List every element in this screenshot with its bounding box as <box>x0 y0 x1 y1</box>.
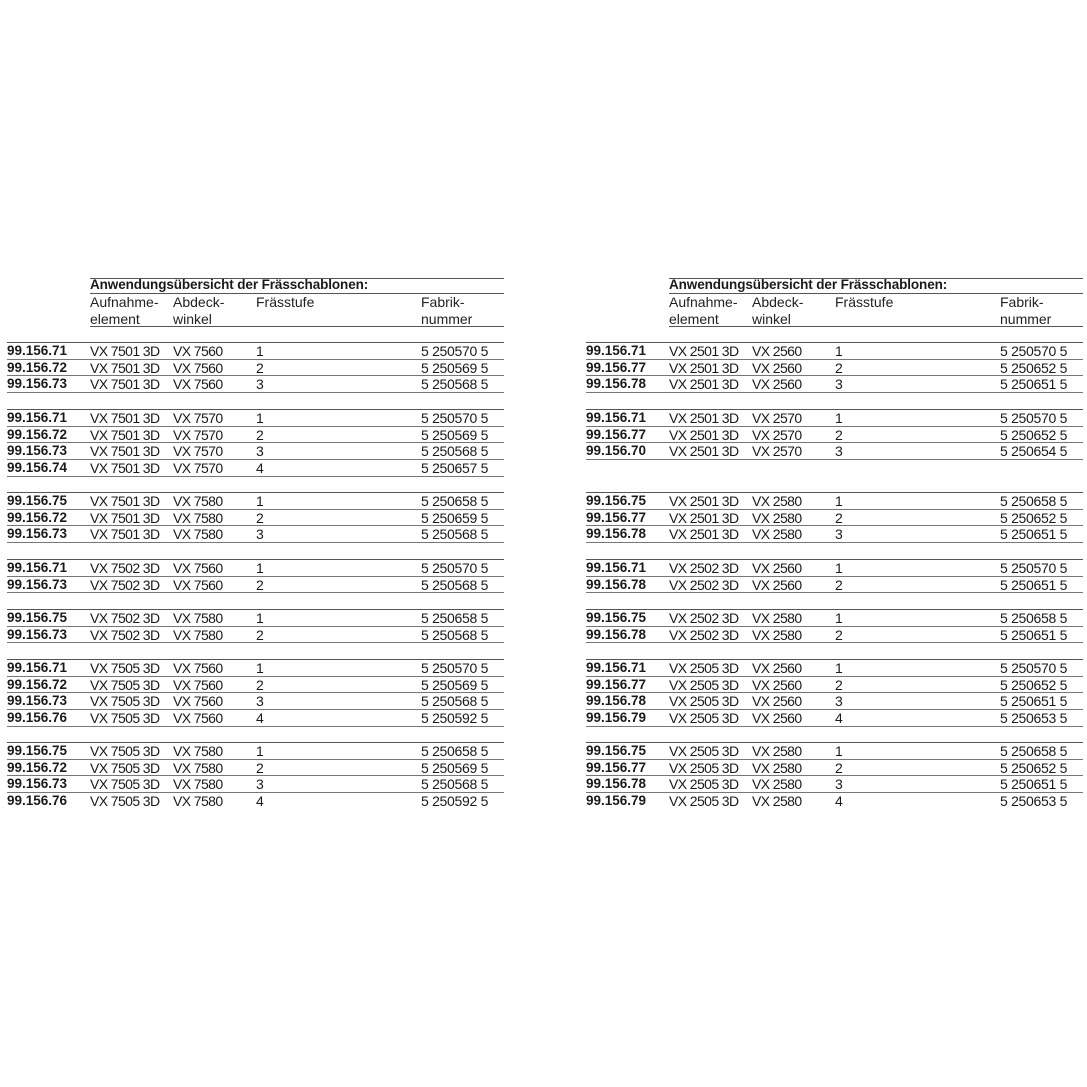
header-line: winkel <box>752 311 791 327</box>
fabriknummer-cell: 5 250657 5 <box>421 460 489 477</box>
table-row <box>0 493 504 510</box>
row-rule <box>586 392 1083 393</box>
fabriknummer-cell: 5 250569 5 <box>421 359 489 376</box>
fraesstufe-cell: 3 <box>835 526 843 543</box>
fraesstufe-cell: 3 <box>835 693 843 710</box>
article-number: 99.156.73 <box>7 526 68 542</box>
abdeckwinkel-cell: VX 2570 <box>752 426 802 443</box>
header-line: element <box>90 311 140 327</box>
aufnahmeelement-cell: VX 2505 3D <box>669 743 739 759</box>
fabriknummer-cell: 5 250658 5 <box>1000 743 1068 759</box>
article-number: 99.156.71 <box>586 660 647 675</box>
table-row <box>0 343 504 360</box>
fabriknummer-cell: 5 250568 5 <box>421 443 489 460</box>
header-line: Abdeck- <box>752 294 804 310</box>
aufnahmeelement-cell: VX 7502 3D <box>90 560 160 576</box>
aufnahmeelement-cell: VX 2501 3D <box>669 443 739 460</box>
fabriknummer-cell: 5 250654 5 <box>1000 443 1068 460</box>
fraesstufe-cell: 3 <box>835 443 843 460</box>
aufnahmeelement-cell: VX 7501 3D <box>90 443 160 460</box>
aufnahmeelement-cell: VX 2501 3D <box>669 410 739 426</box>
fabriknummer-cell: 5 250568 5 <box>421 526 489 543</box>
table-row <box>0 427 504 444</box>
article-number: 99.156.72 <box>7 359 68 375</box>
abdeckwinkel-cell: VX 2580 <box>752 526 802 543</box>
aufnahmeelement-cell: VX 2501 3D <box>669 526 739 543</box>
aufnahmeelement-cell: VX 7502 3D <box>90 626 160 643</box>
header-line: Aufnahme- <box>669 294 738 310</box>
fabriknummer-cell: 5 250570 5 <box>1000 660 1068 676</box>
aufnahmeelement-cell: VX 7501 3D <box>90 410 160 426</box>
fabriknummer-cell: 5 250652 5 <box>1000 676 1068 693</box>
article-number: 99.156.76 <box>7 793 68 809</box>
fabriknummer-cell: 5 250652 5 <box>1000 759 1068 776</box>
fraesstufe-cell: 4 <box>835 710 843 727</box>
fraesstufe-cell: 1 <box>256 660 264 676</box>
table-row <box>0 376 504 393</box>
fraesstufe-cell: 3 <box>256 376 264 393</box>
abdeckwinkel-cell: VX 7580 <box>173 759 223 776</box>
fraesstufe-cell: 1 <box>256 743 264 759</box>
table-row <box>0 443 504 460</box>
abdeckwinkel-cell: VX 2560 <box>752 676 802 693</box>
aufnahmeelement-cell: VX 7501 3D <box>90 376 160 393</box>
row-rule <box>7 476 504 477</box>
table-row <box>579 427 1083 444</box>
abdeckwinkel-cell: VX 2560 <box>752 693 802 710</box>
abdeckwinkel-cell: VX 7560 <box>173 343 223 359</box>
article-number: 99.156.78 <box>586 526 647 542</box>
aufnahmeelement-cell: VX 2505 3D <box>669 710 739 727</box>
article-number: 99.156.71 <box>7 560 68 575</box>
abdeckwinkel-cell: VX 2580 <box>752 776 802 793</box>
header-line: nummer <box>1000 311 1052 327</box>
article-number: 99.156.75 <box>7 610 68 625</box>
abdeckwinkel-cell: VX 7560 <box>173 660 223 676</box>
aufnahmeelement-cell: VX 2501 3D <box>669 359 739 376</box>
row-rule <box>7 592 504 593</box>
aufnahmeelement-cell: VX 2501 3D <box>669 493 739 509</box>
abdeckwinkel-cell: VX 2560 <box>752 660 802 676</box>
fraesstufe-cell: 2 <box>256 676 264 693</box>
aufnahmeelement-cell: VX 7501 3D <box>90 509 160 526</box>
abdeckwinkel-cell: VX 7580 <box>173 793 223 810</box>
header-line: Fabrik- <box>421 294 465 310</box>
fraesstufe-cell: 3 <box>835 776 843 793</box>
fraesstufe-cell: 2 <box>256 359 264 376</box>
fabriknummer-cell: 5 250658 5 <box>1000 610 1068 626</box>
table-row <box>579 376 1083 393</box>
table-row <box>579 677 1083 694</box>
header-abdeckwinkel <box>173 294 224 328</box>
table-row <box>579 577 1083 594</box>
article-number: 99.156.75 <box>586 610 647 625</box>
abdeckwinkel-cell: VX 7560 <box>173 376 223 393</box>
aufnahmeelement-cell: VX 2505 3D <box>669 660 739 676</box>
article-number: 99.156.72 <box>7 676 68 692</box>
abdeckwinkel-cell: VX 2580 <box>752 743 802 759</box>
fabriknummer-cell: 5 250651 5 <box>1000 693 1068 710</box>
table-row <box>0 677 504 694</box>
table-row <box>579 610 1083 627</box>
abdeckwinkel-cell: VX 7580 <box>173 509 223 526</box>
fabriknummer-cell: 5 250651 5 <box>1000 576 1068 593</box>
abdeckwinkel-cell: VX 2560 <box>752 576 802 593</box>
aufnahmeelement-cell: VX 2502 3D <box>669 576 739 593</box>
header-fraesstufe: Frässtufe <box>835 294 894 310</box>
aufnahmeelement-cell: VX 7501 3D <box>90 460 160 477</box>
article-number: 99.156.73 <box>7 376 68 392</box>
fraesstufe-cell: 1 <box>835 560 843 576</box>
fabriknummer-cell: 5 250570 5 <box>421 410 489 426</box>
article-number: 99.156.76 <box>7 710 68 726</box>
fabriknummer-cell: 5 250652 5 <box>1000 359 1068 376</box>
fabriknummer-cell: 5 250658 5 <box>421 493 489 509</box>
article-number: 99.156.77 <box>586 359 647 375</box>
fraesstufe-cell: 2 <box>256 626 264 643</box>
table-row <box>579 410 1083 427</box>
fabriknummer-cell: 5 250651 5 <box>1000 776 1068 793</box>
aufnahmeelement-cell: VX 2505 3D <box>669 776 739 793</box>
article-number: 99.156.73 <box>7 776 68 792</box>
table-row <box>579 526 1083 543</box>
aufnahmeelement-cell: VX 2501 3D <box>669 426 739 443</box>
abdeckwinkel-cell: VX 2580 <box>752 610 802 626</box>
row-rule <box>7 392 504 393</box>
fraesstufe-cell: 4 <box>256 793 264 810</box>
fabriknummer-cell: 5 250659 5 <box>421 509 489 526</box>
fraesstufe-cell: 1 <box>835 410 843 426</box>
fraesstufe-cell: 2 <box>835 359 843 376</box>
fraesstufe-cell: 2 <box>835 626 843 643</box>
table-row <box>0 627 504 644</box>
abdeckwinkel-cell: VX 2580 <box>752 493 802 509</box>
header-fraesstufe: Frässtufe <box>256 294 315 310</box>
header-line: Abdeck- <box>173 294 225 310</box>
fabriknummer-cell: 5 250651 5 <box>1000 376 1068 393</box>
article-number: 99.156.75 <box>586 743 647 758</box>
fabriknummer-cell: 5 250569 5 <box>421 426 489 443</box>
fabriknummer-cell: 5 250652 5 <box>1000 426 1068 443</box>
article-number: 99.156.78 <box>586 626 647 642</box>
table-row <box>579 760 1083 777</box>
table-row <box>0 460 504 477</box>
fabriknummer-cell: 5 250568 5 <box>421 693 489 710</box>
aufnahmeelement-cell: VX 2505 3D <box>669 676 739 693</box>
fraesstufe-cell: 3 <box>256 526 264 543</box>
article-number: 99.156.70 <box>586 443 647 459</box>
abdeckwinkel-cell: VX 7580 <box>173 526 223 543</box>
article-number: 99.156.73 <box>7 626 68 642</box>
aufnahmeelement-cell: VX 2501 3D <box>669 509 739 526</box>
header-aufnahmeelement <box>90 294 158 328</box>
aufnahmeelement-cell: VX 2502 3D <box>669 626 739 643</box>
table-row <box>0 776 504 793</box>
row-rule <box>586 542 1083 543</box>
abdeckwinkel-cell: VX 7560 <box>173 576 223 593</box>
table-row <box>0 693 504 710</box>
header-fabriknummer <box>421 294 472 328</box>
aufnahmeelement-cell: VX 2505 3D <box>669 793 739 810</box>
abdeckwinkel-cell: VX 7570 <box>173 460 223 477</box>
table-row <box>0 410 504 427</box>
abdeckwinkel-cell: VX 2580 <box>752 759 802 776</box>
abdeckwinkel-cell: VX 2570 <box>752 410 802 426</box>
fraesstufe-cell: 2 <box>256 509 264 526</box>
abdeckwinkel-cell: VX 7580 <box>173 743 223 759</box>
table-row <box>0 526 504 543</box>
table-row <box>579 693 1083 710</box>
fraesstufe-cell: 1 <box>256 410 264 426</box>
fraesstufe-cell: 3 <box>256 693 264 710</box>
article-number: 99.156.74 <box>7 460 68 476</box>
article-number: 99.156.71 <box>7 410 68 425</box>
aufnahmeelement-cell: VX 2502 3D <box>669 560 739 576</box>
aufnahmeelement-cell: VX 7505 3D <box>90 743 160 759</box>
fabriknummer-cell: 5 250570 5 <box>421 343 489 359</box>
fraesstufe-cell: 1 <box>256 560 264 576</box>
abdeckwinkel-cell: VX 7580 <box>173 626 223 643</box>
abdeckwinkel-cell: VX 2560 <box>752 560 802 576</box>
fabriknummer-cell: 5 250592 5 <box>421 710 489 727</box>
fabriknummer-cell: 5 250569 5 <box>421 759 489 776</box>
fabriknummer-cell: 5 250568 5 <box>421 376 489 393</box>
fabriknummer-cell: 5 250570 5 <box>1000 560 1068 576</box>
table-row <box>579 510 1083 527</box>
fraesstufe-cell: 3 <box>256 443 264 460</box>
article-number: 99.156.72 <box>7 426 68 442</box>
abdeckwinkel-cell: VX 2560 <box>752 359 802 376</box>
article-number: 99.156.79 <box>586 710 647 726</box>
article-number: 99.156.71 <box>7 343 68 358</box>
article-number: 99.156.73 <box>7 693 68 709</box>
fabriknummer-cell: 5 250568 5 <box>421 576 489 593</box>
aufnahmeelement-cell: VX 2501 3D <box>669 376 739 393</box>
fraesstufe-cell: 4 <box>256 710 264 727</box>
aufnahmeelement-cell: VX 7505 3D <box>90 710 160 727</box>
article-number: 99.156.73 <box>7 443 68 459</box>
article-number: 99.156.72 <box>7 759 68 775</box>
aufnahmeelement-cell: VX 7505 3D <box>90 676 160 693</box>
fraesstufe-cell: 1 <box>835 343 843 359</box>
fraesstufe-cell: 2 <box>835 759 843 776</box>
fraesstufe-cell: 3 <box>256 776 264 793</box>
article-number: 99.156.71 <box>586 560 647 575</box>
table-row <box>579 743 1083 760</box>
table-title: Anwendungsübersicht der Frässchablonen: <box>669 277 948 292</box>
header-line: Fabrik- <box>1000 294 1044 310</box>
table-row <box>0 360 504 377</box>
table-row <box>0 793 504 810</box>
row-rule <box>586 459 1083 460</box>
table-row <box>0 510 504 527</box>
aufnahmeelement-cell: VX 7501 3D <box>90 359 160 376</box>
fabriknummer-cell: 5 250570 5 <box>1000 343 1068 359</box>
header-aufnahmeelement <box>669 294 737 328</box>
fabriknummer-cell: 5 250592 5 <box>421 793 489 810</box>
fabriknummer-cell: 5 250568 5 <box>421 776 489 793</box>
fabriknummer-cell: 5 250651 5 <box>1000 626 1068 643</box>
abdeckwinkel-cell: VX 2580 <box>752 509 802 526</box>
fraesstufe-cell: 4 <box>835 793 843 810</box>
table-row <box>0 743 504 760</box>
table-title: Anwendungsübersicht der Frässchablonen: <box>90 277 369 292</box>
fraesstufe-cell: 2 <box>256 759 264 776</box>
fraesstufe-cell: 1 <box>835 610 843 626</box>
abdeckwinkel-cell: VX 7560 <box>173 560 223 576</box>
table-row <box>0 610 504 627</box>
article-number: 99.156.75 <box>7 743 68 758</box>
fraesstufe-cell: 2 <box>835 509 843 526</box>
fabriknummer-cell: 5 250570 5 <box>421 560 489 576</box>
table-row <box>579 343 1083 360</box>
fabriknummer-cell: 5 250568 5 <box>421 626 489 643</box>
aufnahmeelement-cell: VX 7505 3D <box>90 693 160 710</box>
abdeckwinkel-cell: VX 7560 <box>173 710 223 727</box>
fabriknummer-cell: 5 250653 5 <box>1000 793 1068 810</box>
table-row <box>579 360 1083 377</box>
header-line: Aufnahme- <box>90 294 159 310</box>
table-row <box>0 560 504 577</box>
fraesstufe-cell: 3 <box>835 376 843 393</box>
abdeckwinkel-cell: VX 2580 <box>752 626 802 643</box>
article-number: 99.156.77 <box>586 759 647 775</box>
header-abdeckwinkel <box>752 294 803 328</box>
fabriknummer-cell: 5 250658 5 <box>421 610 489 626</box>
fraesstufe-cell: 2 <box>835 426 843 443</box>
fraesstufe-cell: 1 <box>256 610 264 626</box>
row-rule <box>7 726 504 727</box>
fraesstufe-cell: 1 <box>256 493 264 509</box>
abdeckwinkel-cell: VX 2560 <box>752 343 802 359</box>
article-number: 99.156.73 <box>7 576 68 592</box>
abdeckwinkel-cell: VX 7560 <box>173 693 223 710</box>
abdeckwinkel-cell: VX 7570 <box>173 443 223 460</box>
article-number: 99.156.79 <box>586 793 647 809</box>
table-row <box>579 710 1083 727</box>
fabriknummer-cell: 5 250658 5 <box>1000 493 1068 509</box>
fabriknummer-cell: 5 250651 5 <box>1000 526 1068 543</box>
aufnahmeelement-cell: VX 7505 3D <box>90 759 160 776</box>
article-number: 99.156.78 <box>586 693 647 709</box>
fabriknummer-cell: 5 250570 5 <box>1000 410 1068 426</box>
article-number: 99.156.77 <box>586 509 647 525</box>
table-row <box>579 443 1083 460</box>
aufnahmeelement-cell: VX 7501 3D <box>90 526 160 543</box>
article-number: 99.156.75 <box>586 493 647 508</box>
table-row <box>579 793 1083 810</box>
abdeckwinkel-cell: VX 7560 <box>173 359 223 376</box>
abdeckwinkel-cell: VX 2560 <box>752 376 802 393</box>
article-number: 99.156.72 <box>7 509 68 525</box>
row-rule <box>7 542 504 543</box>
fabriknummer-cell: 5 250653 5 <box>1000 710 1068 727</box>
aufnahmeelement-cell: VX 7502 3D <box>90 610 160 626</box>
aufnahmeelement-cell: VX 7505 3D <box>90 776 160 793</box>
row-rule <box>586 642 1083 643</box>
table-row <box>579 560 1083 577</box>
article-number: 99.156.71 <box>7 660 68 675</box>
abdeckwinkel-cell: VX 2570 <box>752 443 802 460</box>
header-line: nummer <box>421 311 473 327</box>
fraesstufe-cell: 2 <box>835 576 843 593</box>
aufnahmeelement-cell: VX 2501 3D <box>669 343 739 359</box>
row-rule <box>7 642 504 643</box>
header-rule <box>669 326 1083 327</box>
abdeckwinkel-cell: VX 7560 <box>173 676 223 693</box>
article-number: 99.156.71 <box>586 343 647 358</box>
aufnahmeelement-cell: VX 7501 3D <box>90 426 160 443</box>
fraesstufe-cell: 1 <box>835 743 843 759</box>
table-row <box>0 710 504 727</box>
abdeckwinkel-cell: VX 7570 <box>173 426 223 443</box>
header-rule <box>90 326 504 327</box>
fraesstufe-cell: 2 <box>835 676 843 693</box>
fraesstufe-cell: 1 <box>835 493 843 509</box>
aufnahmeelement-cell: VX 2502 3D <box>669 610 739 626</box>
abdeckwinkel-cell: VX 2560 <box>752 710 802 727</box>
abdeckwinkel-cell: VX 7580 <box>173 610 223 626</box>
article-number: 99.156.77 <box>586 426 647 442</box>
table-row <box>579 660 1083 677</box>
table-row <box>579 627 1083 644</box>
fraesstufe-cell: 4 <box>256 460 264 477</box>
article-number: 99.156.75 <box>7 493 68 508</box>
abdeckwinkel-cell: VX 7570 <box>173 410 223 426</box>
article-number: 99.156.77 <box>586 676 647 692</box>
abdeckwinkel-cell: VX 7580 <box>173 493 223 509</box>
fabriknummer-cell: 5 250569 5 <box>421 676 489 693</box>
fabriknummer-cell: 5 250570 5 <box>421 660 489 676</box>
fabriknummer-cell: 5 250652 5 <box>1000 509 1068 526</box>
fraesstufe-cell: 1 <box>835 660 843 676</box>
aufnahmeelement-cell: VX 2505 3D <box>669 759 739 776</box>
fabriknummer-cell: 5 250658 5 <box>421 743 489 759</box>
table-row <box>0 577 504 594</box>
table-row <box>579 493 1083 510</box>
header-line: winkel <box>173 311 212 327</box>
header-fabriknummer <box>1000 294 1051 328</box>
aufnahmeelement-cell: VX 2505 3D <box>669 693 739 710</box>
fraesstufe-cell: 2 <box>256 426 264 443</box>
article-number: 99.156.78 <box>586 376 647 392</box>
table-row <box>0 760 504 777</box>
table-row <box>0 660 504 677</box>
table-row <box>579 776 1083 793</box>
abdeckwinkel-cell: VX 7580 <box>173 776 223 793</box>
aufnahmeelement-cell: VX 7501 3D <box>90 343 160 359</box>
header-line: element <box>669 311 719 327</box>
fraesstufe-cell: 2 <box>256 576 264 593</box>
row-rule <box>586 592 1083 593</box>
article-number: 99.156.71 <box>586 410 647 425</box>
abdeckwinkel-cell: VX 2580 <box>752 793 802 810</box>
aufnahmeelement-cell: VX 7502 3D <box>90 576 160 593</box>
aufnahmeelement-cell: VX 7505 3D <box>90 793 160 810</box>
article-number: 99.156.78 <box>586 576 647 592</box>
aufnahmeelement-cell: VX 7501 3D <box>90 493 160 509</box>
row-rule <box>586 726 1083 727</box>
fraesstufe-cell: 1 <box>256 343 264 359</box>
article-number: 99.156.78 <box>586 776 647 792</box>
aufnahmeelement-cell: VX 7505 3D <box>90 660 160 676</box>
